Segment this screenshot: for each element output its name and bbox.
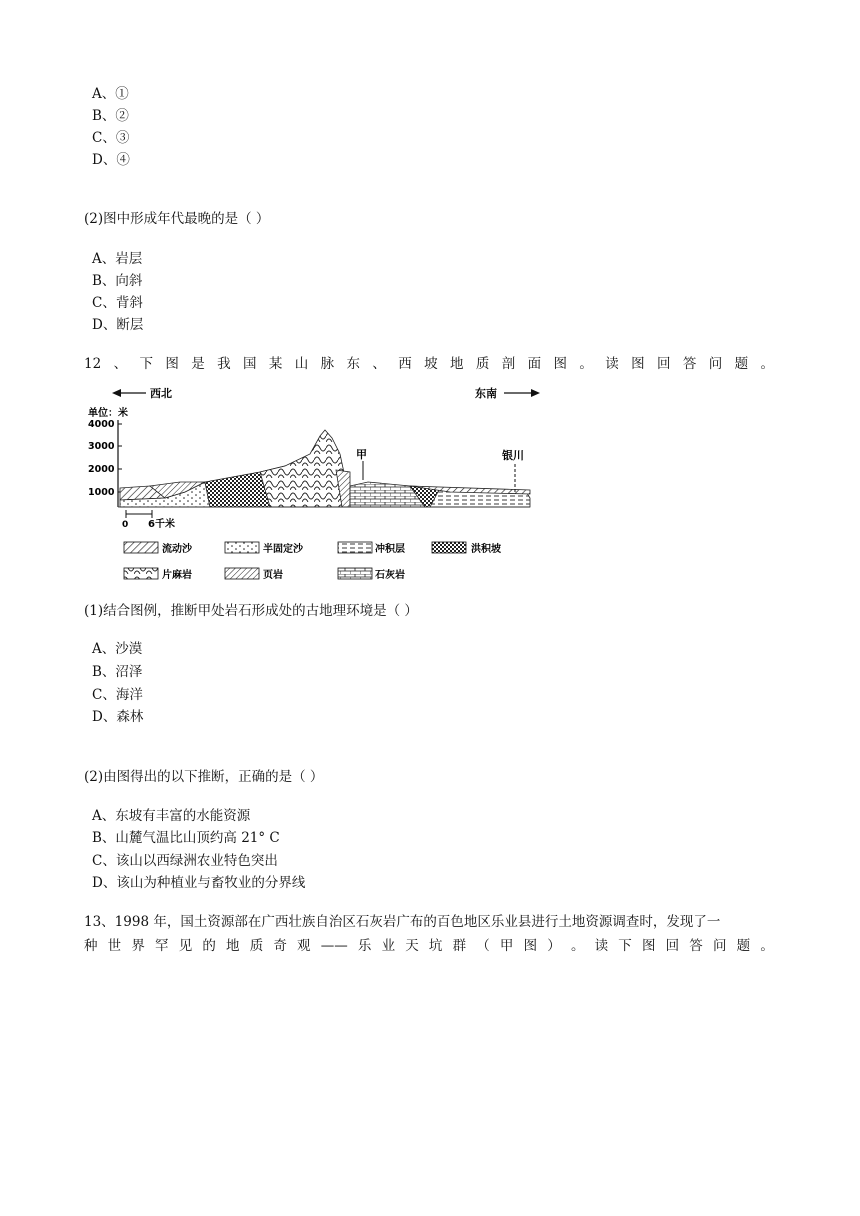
scale-label: 6千米: [148, 519, 175, 530]
q12-p1-option-c: C、海洋: [92, 687, 143, 703]
y-tick-3000: 3000: [88, 441, 115, 452]
q11-p1-option-d: D、④: [92, 152, 130, 168]
legend-item-gneiss: [124, 568, 192, 581]
legend-item-alluvium: [338, 542, 405, 555]
q12-p1-option-b: B、沼泽: [92, 664, 143, 680]
legend-item-flow-sand: [124, 542, 193, 555]
city-label: 银川: [502, 449, 524, 462]
q11-p2-option-b: B、向斜: [92, 273, 143, 289]
q12-intro: 12 、 下 图 是 我 国 某 山 脉 东 、 西 坡 地 质 剖 面 图 。 读 图 回 答 问 题 。: [84, 356, 774, 372]
q12-p1-option-d: D、森林: [92, 709, 144, 725]
q11-p1-option-c: C、③: [92, 130, 130, 146]
q11-p1-option-b: B、②: [92, 108, 129, 124]
svg-text:洪积坡: 洪积坡: [471, 544, 501, 555]
dir-right-label: 东南: [475, 387, 497, 400]
legend: [124, 542, 502, 581]
q11-p2-option-d: D、断层: [92, 317, 144, 333]
marker-jia: [356, 448, 367, 480]
q12-p1-stem: (1)结合图例，推断甲处岩石形成处的古地理环境是（ ）: [84, 603, 418, 619]
svg-text:半固定沙: 半固定沙: [263, 544, 303, 555]
q12-p2-option-d: D、该山为种植业与畜牧业的分界线: [92, 875, 306, 891]
scale-zero: 0: [122, 520, 129, 530]
direction-northwest: [112, 386, 172, 400]
dir-left-label: 西北: [150, 387, 172, 400]
y-tick-4000: 4000: [88, 419, 115, 430]
scale-bar: [122, 510, 175, 530]
q12-p2-option-a: A、东坡有丰富的水能资源: [92, 808, 251, 824]
marker-yinchuan: [502, 448, 524, 494]
y-tick-2000: 2000: [88, 464, 115, 475]
svg-text:冲积层: 冲积层: [375, 544, 405, 555]
svg-text:石灰岩: 石灰岩: [375, 570, 405, 581]
legend-item-limestone: [338, 568, 405, 581]
svg-text:片麻岩: 片麻岩: [162, 570, 192, 581]
q12-p2-option-c: C、该山以西绿洲农业特色突出: [92, 853, 278, 869]
svg-text:页岩: 页岩: [263, 570, 283, 581]
geologic-profile-figure: [88, 382, 550, 587]
q11-p2-option-c: C、背斜: [92, 295, 143, 311]
legend-item-shale: [225, 568, 283, 581]
direction-southeast: [475, 386, 540, 400]
y-tick-1000: 1000: [88, 487, 115, 498]
svg-text:流动沙: 流动沙: [162, 544, 192, 555]
q11-p1-option-a: A、①: [92, 86, 129, 102]
unit-label: 单位：米: [88, 408, 128, 419]
q12-p2-option-b: B、山麓气温比山顶约高 21° C: [92, 830, 280, 846]
legend-item-semi-fixed-sand: [225, 542, 304, 555]
q12-p1-option-a: A、沙漠: [92, 641, 143, 657]
profile-cross-section: [118, 430, 530, 507]
marker-jia-label: 甲: [356, 448, 367, 461]
legend-item-diluvial-slope: [432, 542, 502, 555]
q11-p2-stem: (2)图中形成年代最晚的是（ ）: [84, 211, 270, 227]
q13-line1: 13、1998 年，国土资源部在广西壮族自治区石灰岩广布的百色地区乐业县进行土地资源调查时，发现了一: [84, 914, 721, 930]
q11-p2-option-a: A、岩层: [92, 251, 143, 267]
q12-p2-stem: (2)由图得出的以下推断，正确的是（ ）: [84, 769, 324, 785]
q13-line2: 种 世 界 罕 见 的 地 质 奇 观 —— 乐 业 天 坑 群 （ 甲 图 ） 。 读 下 图 回 答 问 题 。: [84, 938, 774, 954]
